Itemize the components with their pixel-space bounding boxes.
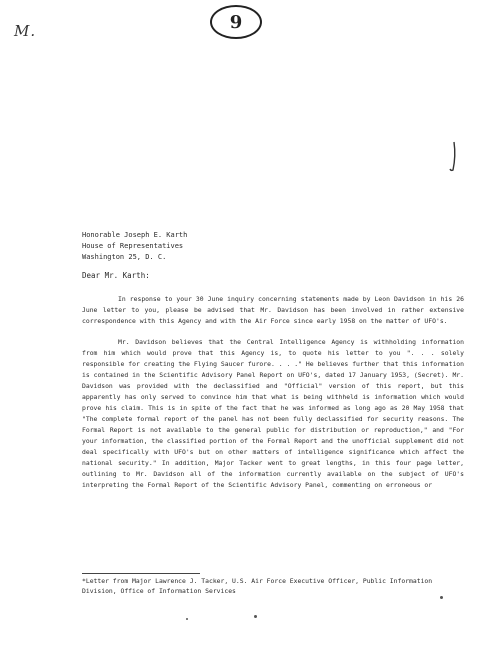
address-line: Washington 25, D. C. xyxy=(82,253,167,261)
letter-body xyxy=(82,294,464,501)
margin-bracket-mark xyxy=(448,140,458,172)
footnote: *Letter from Major Lawrence J. Tacker, U.S. Air Force Executive Officer, Public Information Division, Office of Information Services xyxy=(82,577,433,595)
scan-speck xyxy=(186,618,188,620)
body-paragraph: In response to your 30 June inquiry concerning statements made by Leon Davidson in his 26 June letter to you, please be advised that Mr. Davidson has been involved in rather extensive correspondence with this Agency and with the Air Force since early 1958 on the matter of UFO's. xyxy=(82,295,464,325)
circled-page-number xyxy=(210,5,262,39)
scan-speck xyxy=(254,615,257,618)
handwritten-note: M. xyxy=(14,22,37,40)
page-number: 9 xyxy=(229,11,243,33)
address-line: Honorable Joseph E. Karth xyxy=(82,231,188,239)
recipient-address xyxy=(82,230,187,263)
salutation: Dear Mr. Karth: xyxy=(82,271,150,280)
address-line: House of Representatives xyxy=(82,242,184,250)
body-paragraph: Mr. Davidson believes that the Central Intelligence Agency is withholding information from him which would prove that this Agency is, to quote his letter to you ". . . solely responsible for creating the Flying Saucer furore. . . ." He believes further that this information is contained in the Scientific Advisory Panel Report on UFO's, dated 17 January 1953, (Secret). Mr. Davidson was provided with the declassified and "Official" version of this report, but this apparently has only served to convince him that what is being withheld is information which would prove his claim. This is in spite of the fact that he was informed as long ago as 20 May 1958 that "The complete formal report of the panel has not been fully declassified for security reasons. The Formal Report is not available to the general public for distribution or reproduction," and "For your information, the classified portion of the Formal Report and the unofficial supplement did not deal specifically with UFO's but on other matters of intelligence significance which affect the national security." In addition, Major Tacker went to great lengths, in this four page letter, outlining to Mr. Davidson all of the information currently available on the subject of UFO's interpreting the Formal Report of the Scientific Advisory Panel, commenting on erroneous or xyxy=(82,338,464,489)
scan-speck xyxy=(440,596,443,599)
footnote-separator xyxy=(82,573,200,574)
